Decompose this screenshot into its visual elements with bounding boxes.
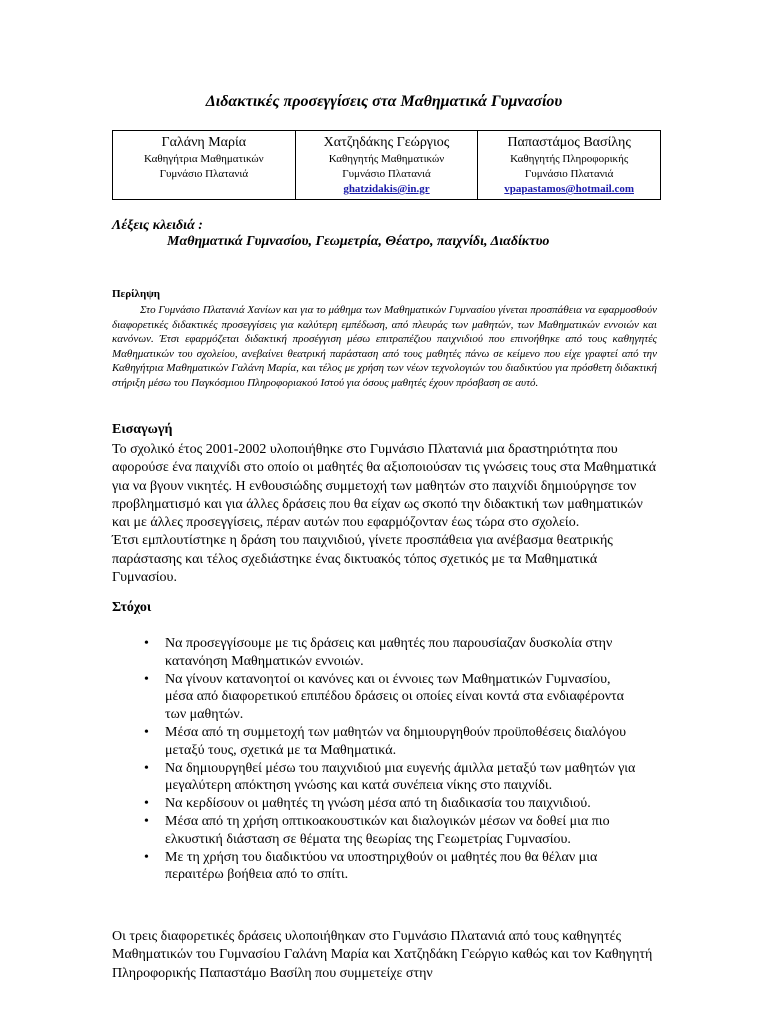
- author-role: Καθηγήτρια Μαθηματικών: [144, 153, 264, 165]
- goal-text: Να κερδίσουν οι μαθητές τη γνώση μέσα από τη διαδικασία του παιχνιδιού.: [165, 796, 591, 812]
- author-cell: [478, 131, 661, 200]
- goal-text: Με τη χρήση του διαδικτύου να υποστηριχθούν οι μαθητές που θα θέλαν μια περαιτέρω βοήθεια από το σπίτι.: [165, 849, 598, 883]
- bullet-icon: •: [144, 636, 149, 651]
- author-name: Χατζηδάκης Γεώργιος: [323, 135, 450, 150]
- bullet-icon: •: [144, 760, 149, 776]
- goal-item: [112, 760, 642, 796]
- goal-text: Να προσεγγίσουμε με τις δράσεις και μαθητές που παρουσίαζαν δυσκολία στην κατανόηση Μαθηματικών εννοιών.: [165, 636, 613, 669]
- goal-item: [112, 671, 642, 724]
- abstract-heading: Περίληψη: [112, 288, 161, 300]
- author-email-link[interactable]: ghatzidakis@in.gr: [343, 183, 430, 195]
- goal-item: [112, 724, 642, 760]
- goal-item: [112, 795, 642, 813]
- goal-text: Να γίνουν κατανοητοί οι κανόνες και οι έννοιες των Μαθηματικών Γυμνασίου, μέσα από διαφορετικού επιπέδου δράσεις οι οποίες είναι κοντά στα ενδιαφέροντα των μαθητών.: [165, 671, 625, 723]
- closing-paragraph: Οι τρεις διαφορετικές δράσεις υλοποιήθηκαν στο Γυμνάσιο Πλατανιά από τους καθηγητές Μαθηματικών του Γυμνασίου Γαλάνη Μαρία και Χατζηδάκη Γεώργιο καθώς και τον Καθηγητή Πληροφορικής Παπαστάμο Βασίλη που συμμετείχε στην: [112, 929, 653, 981]
- author-cell: [113, 131, 296, 200]
- author-name: Γαλάνη Μαρία: [161, 135, 247, 150]
- author-role: Καθηγητής Πληροφορικής: [510, 153, 629, 165]
- abstract-text: Στο Γυμνάσιο Πλατανιά Χανίων και για το μάθημα των Μαθηματικών Γυμνασίου γίνεται προσπάθεια να εφαρμοσθούν διαφορετικές διδακτικές προσεγγίσεις για καλύτερη εμπέδωση, από πλευράς των μαθητών, των Μαθηματικών εννοιών και κανόνων. Έτσι εφαρμόζεται διδακτική προσέγγιση μέσω επιτραπέζιου παιχνιδιού που επινοήθηκε από τους καθηγητές Μαθηματικών του σχολείου, ανεβαίνει θεατρική παράσταση από τους μαθητές πάνω σε κείμενο που είχε γραφτεί από την Καθηγήτρια Μαθηματικών Γαλάνη Μαρία, και τέλος με χρήση των νέων τεχνολογιών του διαδικτύου για πρόσθετη διδακτική στήριξη μέσω του Παγκόσμιου Πληροφοριακού Ιστού για όσους μαθητές έχουν πρόσβαση σε αυτό.: [112, 304, 657, 389]
- bullet-icon: •: [144, 813, 149, 829]
- goals-list: [112, 635, 642, 884]
- bullet-icon: •: [144, 796, 149, 812]
- intro-paragraph: Έτσι εμπλουτίστηκε η δράση του παιχνιδιού, γίνετε προσπάθεια για ανέβασμα θεατρικής παράστασης και τέλος σχεδιάστηκε ένας δικτυακός τόπος σχετικός με τα Μαθηματικά Γυμνασίου.: [112, 533, 613, 586]
- authors-table: [112, 130, 661, 200]
- goal-item: [112, 813, 642, 849]
- intro-heading: Εισαγωγή: [112, 422, 173, 437]
- goal-item: [112, 635, 642, 671]
- intro-body: [112, 441, 657, 587]
- author-role: Καθηγητής Μαθηματικών: [328, 153, 445, 165]
- author-school: Γυμνάσιο Πλατανιά: [159, 168, 249, 180]
- keywords-label: Λέξεις κλειδιά :: [112, 218, 203, 233]
- author-name: Παπαστάμος Βασίλης: [507, 135, 631, 150]
- document-title: Διδακτικές προσεγγίσεις στα Μαθηματικά Γυμνασίου: [205, 93, 563, 110]
- author-cell: [295, 131, 478, 200]
- goal-text: Μέσα από τη συμμετοχή των μαθητών να δημιουργηθούν προϋποθέσεις διαλόγου μεταξύ τους, σχετικά με τα Μαθηματικά.: [165, 724, 627, 758]
- bullet-icon: •: [144, 724, 149, 740]
- bullet-icon: •: [144, 849, 149, 865]
- keywords-text: Μαθηματικά Γυμνασίου, Γεωμετρία, Θέατρο, παιχνίδι, Διαδίκτυο: [167, 234, 550, 249]
- author-school: Γυμνάσιο Πλατανιά: [524, 168, 614, 180]
- intro-paragraph: Το σχολικό έτος 2001-2002 υλοποιήθηκε στο Γυμνάσιο Πλατανιά μια δραστηριότητα που αφορούσε ένα παιχνίδι στο οποίο οι μαθητές θα αξιοποιούσαν τις γνώσεις τους στα Μαθηματικά για να βγουν νικητές. Η ενθουσιώδης συμμετοχή των μαθητών στο παιχνίδι δημιούργησε τον προβληματισμό και για άλλες δράσεις που θα είχαν ως σκοπό την διδακτική των μαθηματικών και με άλλες προσεγγίσεις, πέραν αυτών που εφαρμόζονταν έως τώρα στο σχολείο.: [112, 442, 657, 531]
- goal-text: Μέσα από τη χρήση οπτικοακουστικών και διαλογικών μέσων να δοθεί μια πιο ελκυστική διάσταση σε θέματα της θεωρίας της Γεωμετρίας Γυμνασίου.: [165, 813, 610, 847]
- goals-heading: Στόχοι: [112, 600, 152, 615]
- goal-item: [112, 849, 642, 885]
- bullet-icon: •: [144, 671, 149, 687]
- author-school: Γυμνάσιο Πλατανιά: [342, 168, 431, 180]
- goal-text: Να δημιουργηθεί μέσω του παιχνιδιού μια ευγενής άμιλλα μεταξύ των μαθητών για μεγαλύτερη απόκτηση γνώσης και κατά συνέπεια νίκης στο παιχνίδι.: [165, 760, 636, 794]
- author-email-link[interactable]: vpapastamos@hotmail.com: [504, 183, 635, 195]
